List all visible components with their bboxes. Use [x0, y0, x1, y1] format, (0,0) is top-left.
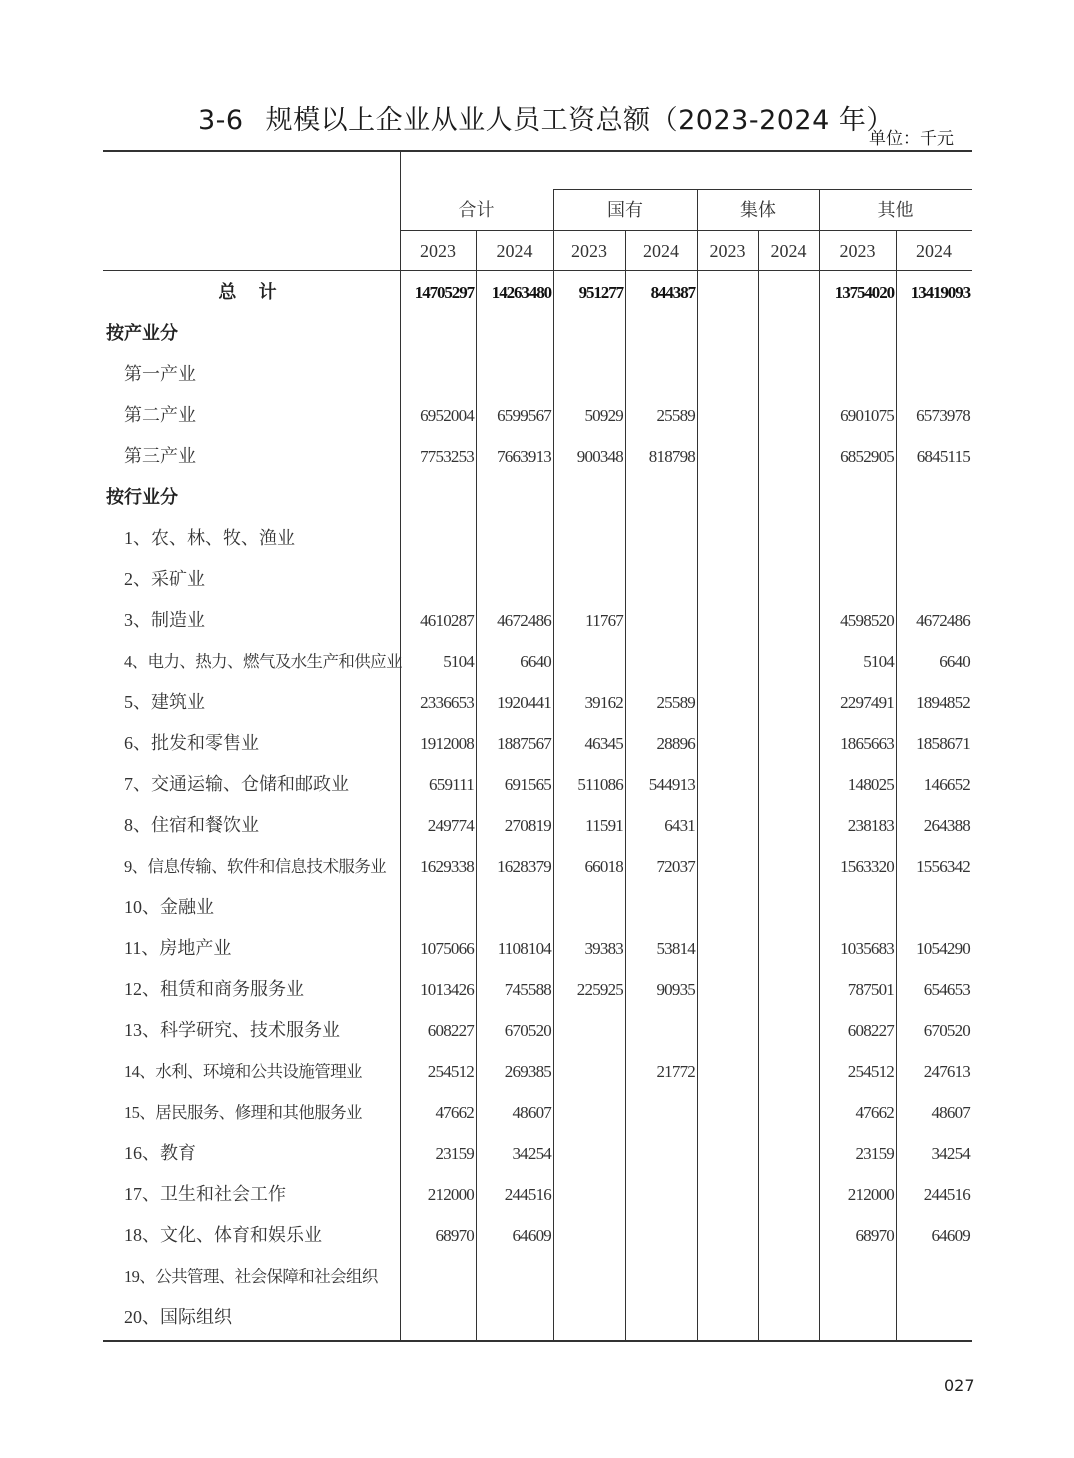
row-label: 6、批发和零售业 [124, 733, 259, 753]
table-cell: 13754020 [834, 283, 894, 302]
table-cell [626, 477, 697, 518]
table-cell: 212000 [847, 1185, 894, 1204]
table-cell [759, 805, 819, 846]
table-cell [820, 518, 896, 559]
table-cell [897, 1256, 972, 1297]
row-label: 1、农、林、牧、渔业 [124, 528, 295, 548]
table-cell [554, 1297, 625, 1338]
table-cell: 66018 [584, 857, 623, 876]
table-cell: 1054290 [916, 939, 970, 958]
table-cell: 146652 [923, 775, 970, 794]
table-row [103, 682, 972, 723]
table-cell: 6640 [939, 652, 970, 671]
table-cell: 25589 [656, 406, 695, 425]
year-header: 2024 [496, 241, 533, 261]
table-cell: 1629338 [420, 857, 474, 876]
table-cell [698, 477, 758, 518]
table-cell [626, 641, 697, 682]
table-cell [698, 887, 758, 928]
table-cell: 64609 [931, 1226, 970, 1245]
table-cell [759, 887, 819, 928]
table-cell [698, 1256, 758, 1297]
table-cell: 659111 [429, 775, 474, 794]
table-title [198, 98, 894, 137]
table-cell: 225925 [576, 980, 623, 999]
table-cell [554, 641, 625, 682]
table-cell: 4672486 [497, 611, 551, 630]
table-cell: 238183 [847, 816, 894, 835]
table-cell: 1628379 [497, 857, 551, 876]
table-cell [759, 436, 819, 477]
table-top-rule [103, 150, 972, 152]
table-cell: 1556342 [916, 857, 970, 876]
table-cell: 1912008 [420, 734, 474, 753]
table-row [103, 805, 972, 846]
table-cell: 4672486 [916, 611, 970, 630]
year-header: 2024 [643, 241, 679, 261]
table-cell: 269385 [504, 1062, 551, 1081]
row-label: 15、居民服务、修理和其他服务业 [124, 1103, 362, 1122]
table-row [103, 1133, 972, 1174]
table-cell [626, 1256, 697, 1297]
table-cell [401, 354, 476, 395]
table-cell: 244516 [923, 1185, 970, 1204]
page-number: 027 [944, 1376, 975, 1395]
table-cell [401, 477, 476, 518]
table-cell: 7663913 [497, 447, 551, 466]
table-cell: 23159 [435, 1144, 474, 1163]
table-cell: 28896 [656, 734, 695, 753]
table-cell: 608227 [847, 1021, 894, 1040]
table-cell: 53814 [656, 939, 695, 958]
table-cell [759, 764, 819, 805]
row-label: 18、文化、体育和娱乐业 [124, 1225, 322, 1245]
table-cell: 4610287 [420, 611, 474, 630]
table-cell: 818798 [648, 447, 695, 466]
table-row [103, 395, 972, 436]
table-cell: 6852905 [840, 447, 894, 466]
table-cell [626, 600, 697, 641]
table-cell [554, 1010, 625, 1051]
table-row [103, 764, 972, 805]
table-cell: 47662 [435, 1103, 474, 1122]
table-cell: 48607 [512, 1103, 551, 1122]
table-cell [759, 1297, 819, 1338]
table-cell: 68970 [855, 1226, 894, 1245]
table-cell [554, 1051, 625, 1092]
table-cell: 1563320 [840, 857, 894, 876]
table-cell: 249774 [427, 816, 474, 835]
table-cell [401, 559, 476, 600]
table-row [103, 1051, 972, 1092]
table-cell: 47662 [855, 1103, 894, 1122]
table-cell [698, 313, 758, 354]
table-cell: 23159 [855, 1144, 894, 1163]
column-group-header: 合计 [458, 200, 495, 220]
table-cell [759, 395, 819, 436]
table-cell [759, 846, 819, 887]
table-cell: 34254 [512, 1144, 551, 1163]
table-title-text: 规模以上企业从业人员工资总额（2023-2024 年） [265, 105, 894, 136]
table-cell: 5104 [863, 652, 894, 671]
table-cell [759, 723, 819, 764]
table-cell [554, 518, 625, 559]
table-cell: 25589 [656, 693, 695, 712]
table-cell: 48607 [931, 1103, 970, 1122]
table-cell: 691565 [504, 775, 551, 794]
table-cell [554, 477, 625, 518]
table-cell [820, 313, 896, 354]
table-cell [759, 1051, 819, 1092]
table-cell: 6640 [520, 652, 551, 671]
table-row [103, 1215, 972, 1256]
table-cell [759, 1092, 819, 1133]
unit-label: 单位：千元 [869, 129, 954, 149]
table-cell: 670520 [923, 1021, 970, 1040]
table-cell [759, 313, 819, 354]
table-cell [759, 928, 819, 969]
row-label: 5、建筑业 [124, 692, 205, 712]
table-cell: 1920441 [497, 693, 551, 712]
table-cell [759, 682, 819, 723]
table-cell: 6599567 [497, 406, 551, 425]
row-label: 总 计 [218, 282, 285, 303]
table-cell [759, 641, 819, 682]
table-row [103, 1256, 972, 1297]
section-row [103, 313, 972, 354]
table-cell [401, 1256, 476, 1297]
table-cell [401, 1297, 476, 1338]
table-cell [897, 887, 972, 928]
table-cell [626, 313, 697, 354]
table-cell: 11591 [585, 816, 623, 835]
table-cell [626, 1215, 697, 1256]
table-cell [897, 518, 972, 559]
table-cell [698, 1051, 758, 1092]
table-cell: 50929 [584, 406, 623, 425]
table-cell [626, 887, 697, 928]
table-cell: 787501 [847, 980, 894, 999]
table-cell [759, 1174, 819, 1215]
table-cell [698, 764, 758, 805]
table-row [103, 846, 972, 887]
row-label: 4、电力、热力、燃气及水生产和供应业 [124, 652, 402, 671]
table-cell: 844387 [650, 283, 695, 302]
year-header: 2023 [839, 241, 876, 261]
table-cell [820, 477, 896, 518]
table-cell [759, 272, 819, 313]
table-cell: 900348 [576, 447, 623, 466]
table-cell [401, 313, 476, 354]
table-cell [477, 559, 553, 600]
table-cell [698, 846, 758, 887]
table-cell: 14705297 [414, 283, 474, 302]
table-cell [626, 518, 697, 559]
table-row [103, 436, 972, 477]
table-cell: 1858671 [916, 734, 970, 753]
table-cell: 212000 [427, 1185, 474, 1204]
table-cell [698, 559, 758, 600]
table-cell: 13419093 [910, 283, 970, 302]
table-cell: 6431 [664, 816, 695, 835]
table-cell [626, 1010, 697, 1051]
table-cell: 254512 [847, 1062, 894, 1081]
table-cell [554, 1092, 625, 1133]
row-label: 按产业分 [106, 323, 178, 344]
table-cell: 34254 [931, 1144, 970, 1163]
table-cell: 39162 [584, 693, 623, 712]
table-cell [401, 887, 476, 928]
table-cell: 68970 [435, 1226, 474, 1245]
year-header: 2023 [709, 241, 746, 261]
table-cell: 64609 [512, 1226, 551, 1245]
table-cell: 2336653 [420, 693, 474, 712]
table-cell [759, 1215, 819, 1256]
table-cell: 244516 [504, 1185, 551, 1204]
table-cell [897, 354, 972, 395]
table-cell [897, 313, 972, 354]
table-cell [698, 395, 758, 436]
table-cell [759, 559, 819, 600]
row-label: 第三产业 [124, 446, 196, 466]
table-cell: 951277 [578, 283, 623, 302]
table-cell [698, 1174, 758, 1215]
table-cell [759, 518, 819, 559]
row-label: 20、国际组织 [124, 1307, 232, 1327]
table-cell: 72037 [656, 857, 695, 876]
table-cell: 5104 [443, 652, 474, 671]
table-cell: 1035683 [840, 939, 894, 958]
table-cell [554, 1215, 625, 1256]
row-label: 3、制造业 [124, 610, 205, 630]
table-cell [626, 1092, 697, 1133]
table-cell [626, 354, 697, 395]
table-cell [820, 559, 896, 600]
table-cell [554, 313, 625, 354]
column-group-header: 其他 [877, 200, 914, 220]
table-row [103, 600, 972, 641]
table-cell: 14263480 [491, 283, 551, 302]
table-cell [820, 1297, 896, 1338]
row-label: 19、公共管理、社会保障和社会组织 [124, 1267, 378, 1286]
table-cell: 148025 [847, 775, 894, 794]
table-cell: 247613 [923, 1062, 970, 1081]
table-cell [698, 805, 758, 846]
row-label: 10、金融业 [124, 897, 214, 917]
table-cell [698, 969, 758, 1010]
table-row [103, 518, 972, 559]
table-row [103, 1010, 972, 1051]
table-cell [477, 1256, 553, 1297]
table-cell [698, 436, 758, 477]
table-cell: 745588 [504, 980, 551, 999]
row-label: 17、卫生和社会工作 [124, 1184, 286, 1204]
table-cell [698, 682, 758, 723]
table-cell: 6845115 [916, 447, 970, 466]
table-cell: 39383 [584, 939, 623, 958]
section-row [103, 477, 972, 518]
table-cell [698, 272, 758, 313]
row-label: 11、房地产业 [124, 938, 232, 958]
table-cell [698, 1297, 758, 1338]
table-cell: 46345 [584, 734, 623, 753]
row-label: 第一产业 [124, 364, 196, 384]
table-cell [626, 1297, 697, 1338]
table-cell: 6573978 [916, 406, 970, 425]
table-cell [897, 559, 972, 600]
table-cell: 1013426 [420, 980, 474, 999]
table-cell [626, 1174, 697, 1215]
row-label: 16、教育 [124, 1143, 196, 1163]
table-cell: 1075066 [420, 939, 474, 958]
table-row [103, 887, 972, 928]
table-cell [626, 1133, 697, 1174]
table-cell [401, 518, 476, 559]
table-cell: 4598520 [840, 611, 894, 630]
table-cell [759, 354, 819, 395]
table-cell: 254512 [427, 1062, 474, 1081]
table-cell [698, 1010, 758, 1051]
table-row [103, 559, 972, 600]
column-group-header: 国有 [607, 200, 643, 220]
table-row [103, 723, 972, 764]
table-cell [477, 887, 553, 928]
table-cell [820, 887, 896, 928]
table-cell: 1108104 [497, 939, 551, 958]
table-cell: 7753253 [420, 447, 474, 466]
row-label: 按行业分 [106, 487, 178, 508]
table-cell: 90935 [656, 980, 695, 999]
table-cell: 511086 [577, 775, 623, 794]
table-cell [820, 1256, 896, 1297]
table-cell: 264388 [923, 816, 970, 835]
table-cell [477, 313, 553, 354]
table-cell [477, 354, 553, 395]
table-cell [897, 477, 972, 518]
table-cell: 608227 [427, 1021, 474, 1040]
row-label: 第二产业 [124, 405, 196, 425]
table-cell: 1865663 [840, 734, 894, 753]
table-row [103, 641, 972, 682]
row-label: 13、科学研究、技术服务业 [124, 1020, 340, 1040]
table-cell [477, 477, 553, 518]
row-label: 8、住宿和餐饮业 [124, 815, 259, 835]
table-row [103, 1297, 972, 1338]
table-cell [477, 1297, 553, 1338]
table-row [103, 354, 972, 395]
table-cell [759, 1133, 819, 1174]
total-row [103, 272, 972, 313]
row-label: 14、水利、环境和公共设施管理业 [124, 1062, 362, 1081]
table-cell [698, 928, 758, 969]
row-label: 12、租赁和商务服务业 [124, 979, 304, 999]
table-cell [554, 1256, 625, 1297]
table-row [103, 969, 972, 1010]
table-cell [554, 559, 625, 600]
table-cell [759, 600, 819, 641]
table-cell [698, 641, 758, 682]
table-cell [759, 969, 819, 1010]
table-cell [698, 600, 758, 641]
year-header: 2023 [571, 241, 607, 261]
table-cell [554, 887, 625, 928]
table-cell: 270819 [504, 816, 551, 835]
table-cell [626, 559, 697, 600]
year-header: 2024 [916, 241, 952, 261]
table-cell: 21772 [656, 1062, 695, 1081]
table-cell [698, 1133, 758, 1174]
table-cell [554, 354, 625, 395]
table-cell [698, 723, 758, 764]
year-header: 2024 [770, 241, 807, 261]
table-cell: 6901075 [840, 406, 894, 425]
table-bottom-rule [103, 1340, 972, 1342]
table-row [103, 928, 972, 969]
table-number: 3-6 [198, 105, 244, 136]
row-label: 2、采矿业 [124, 569, 205, 589]
table-cell [554, 1174, 625, 1215]
table-cell [759, 1010, 819, 1051]
table-row [103, 1092, 972, 1133]
table-cell [698, 518, 758, 559]
table-cell [698, 1215, 758, 1256]
table-cell [820, 354, 896, 395]
table-cell [759, 477, 819, 518]
table-cell [897, 1297, 972, 1338]
table-cell: 670520 [504, 1021, 551, 1040]
table-cell: 11767 [585, 611, 623, 630]
table-cell [698, 1092, 758, 1133]
row-label: 7、交通运输、仓储和邮政业 [124, 774, 349, 794]
table-cell [759, 1256, 819, 1297]
table-cell: 654653 [923, 980, 970, 999]
table-row [103, 1174, 972, 1215]
table-cell [554, 1133, 625, 1174]
table-cell: 1887567 [497, 734, 551, 753]
table-cell: 6952004 [420, 406, 474, 425]
table-cell [698, 354, 758, 395]
table-cell: 2297491 [840, 693, 894, 712]
year-header: 2023 [420, 241, 456, 261]
row-label: 9、信息传输、软件和信息技术服务业 [124, 857, 387, 876]
table-cell [477, 518, 553, 559]
table-cell: 544913 [648, 775, 695, 794]
column-group-header: 集体 [740, 200, 776, 220]
table-cell: 1894852 [916, 693, 970, 712]
